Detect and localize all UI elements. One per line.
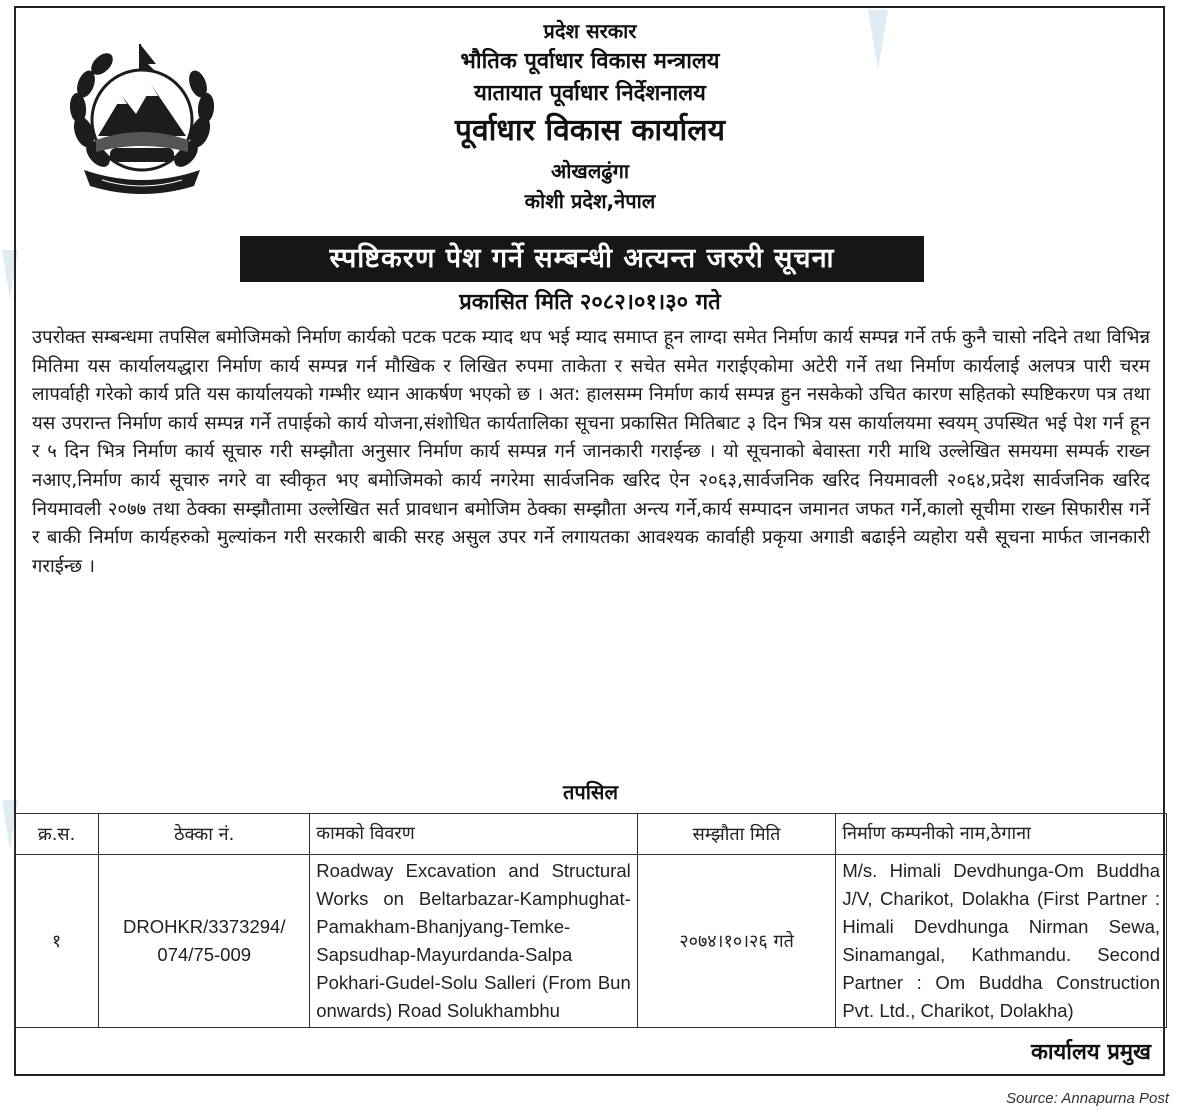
table-header-row xyxy=(15,814,1167,855)
table-row xyxy=(15,855,1167,1028)
published-date: प्रकासित मिति २०८२।०१।३० गते xyxy=(459,290,721,315)
notice-title-banner: स्पष्टिकरण पेश गर्ने सम्बन्धी अत्यन्त जरुरी सूचना xyxy=(240,236,924,282)
source-credit: Source: Annapurna Post xyxy=(1006,1090,1169,1107)
header-district: ओखलढुंगा xyxy=(550,159,630,183)
header-ministry: भौतिक पूर्वाधार विकास मन्त्रालय xyxy=(460,49,720,74)
col-company: निर्माण कम्पनीको नाम,ठेगाना xyxy=(836,814,1167,855)
table-heading: तपसिल xyxy=(562,780,619,804)
details-table xyxy=(14,813,1167,1028)
emblem-icon xyxy=(62,40,222,200)
header-office: पूर्वाधार विकास कार्यालय xyxy=(454,113,726,148)
cell-serial: १ xyxy=(15,855,99,1028)
col-agreement-date: सम्झौता मिति xyxy=(637,814,836,855)
col-description: कामको विवरण xyxy=(310,814,638,855)
header-directorate: यातायात पूर्वाधार निर्देशनालय xyxy=(474,81,706,106)
cell-description: Roadway Excavation and Structural Works on Beltarbazar-Kamphughat-Pamakham-Bhanjyang-Temke-Sapsudhap-Mayurdanda-Salpa Pokhari-Gudel-Solu Salleri (From Bun onwards) Road Solukhambhu xyxy=(310,855,638,1028)
office-chief-signature: कार्यालय प्रमुख xyxy=(1030,1040,1151,1065)
col-contract-no: ठेक्का नं. xyxy=(99,814,310,855)
cell-contract-no: DROHKR/3373294/ 074/75-009 xyxy=(99,855,310,1028)
notice-body: उपरोक्त सम्बन्धमा तपसिल बमोजिमको निर्माण कार्यको पटक पटक म्याद थप भई म्याद समाप्त हून लाग्दा समेत निर्माण कार्य सम्पन्न गर्ने तर्फ कुनै चासो नदिने तथा विभिन्न मितिमा यस कार्यालयद्धारा निर्माण कार्य सम्पन्न गर्न मौखिक र लिखित रुपमा ताकेता र सचेत समेत गराईएकोमा अटेरी गर्ने तथा निर्माण कार्यलाई अलपत्र पारी चरम लापर्वाही गरेको कार्य प्रति यस कार्यालयको गम्भीर ध्यान आकर्षण भएको छ । अत: हालसम्म निर्माण कार्य सम्पन्न हुन नसकेको उचित कारण सहितको स्पष्टिकरण पत्र तथा यस उपरान्त निर्माण कार्य सम्पन्न गर्ने तपाईको कार्य योजना,संशोधित कार्यतालिका सूचना प्रकासित मितिबाट ३ दिन भित्र यस कार्यालयमा स्वयम् उपस्थित भई पेश गर्न हून र ५ दिन भित्र निर्माण कार्य सूचारु गरी सम्झौता अनुसार निर्माण कार्य सम्पन्न गर्न जानकारी गराईन्छ । यो सूचनाको बेवास्ता गरी माथि उल्लेखित समयमा सम्पर्क राख्न नआए,निर्माण कार्य सूचारु नगरे वा स्वीकृत भए बमोजिमको कार्य नगरेमा सार्वजनिक खरिद ऐन २०६३,सार्वजनिक खरिद नियमावली २०६४,प्रदेश सार्वजनिक खरिद नियमावली २०७७ तथा ठेक्का सम्झौतामा उल्लेखित सर्त प्रावधान बमोजिम ठेक्का सम्झौता अन्त्य गर्ने,कार्य सम्पादन जमानत जफत गर्ने,कालो सूचीमा राख्न सिफारीस गर्ने र बाकी निर्माण कार्यहरुको मुल्यांकन गरी सरकारी बाकी सरह असुल उपर गर्ने लगायतका आवश्यक कार्वाही प्रकृया अगाडी बढाईने व्यहोरा यसै सूचना मार्फत जानकारी गराईन्छ । xyxy=(32,327,1150,577)
cell-agreement-date: २०७४।१०।२६ गते xyxy=(637,855,836,1028)
cell-company: M/s. Himali Devdhunga-Om Buddha J/V, Charikot, Dolakha (First Partner : Himali Devdhunga Nirman Sewa, Sinamangal, Kathmandu. Second Partner : Om Buddha Construction Pvt. Ltd., Charikot, Dolakha) xyxy=(836,855,1167,1028)
col-serial: क्र.स. xyxy=(15,814,99,855)
office-header xyxy=(260,16,920,216)
header-province: कोशी प्रदेश,नेपाल xyxy=(524,189,656,213)
header-government: प्रदेश सरकार xyxy=(543,19,637,43)
government-emblem xyxy=(62,40,222,200)
